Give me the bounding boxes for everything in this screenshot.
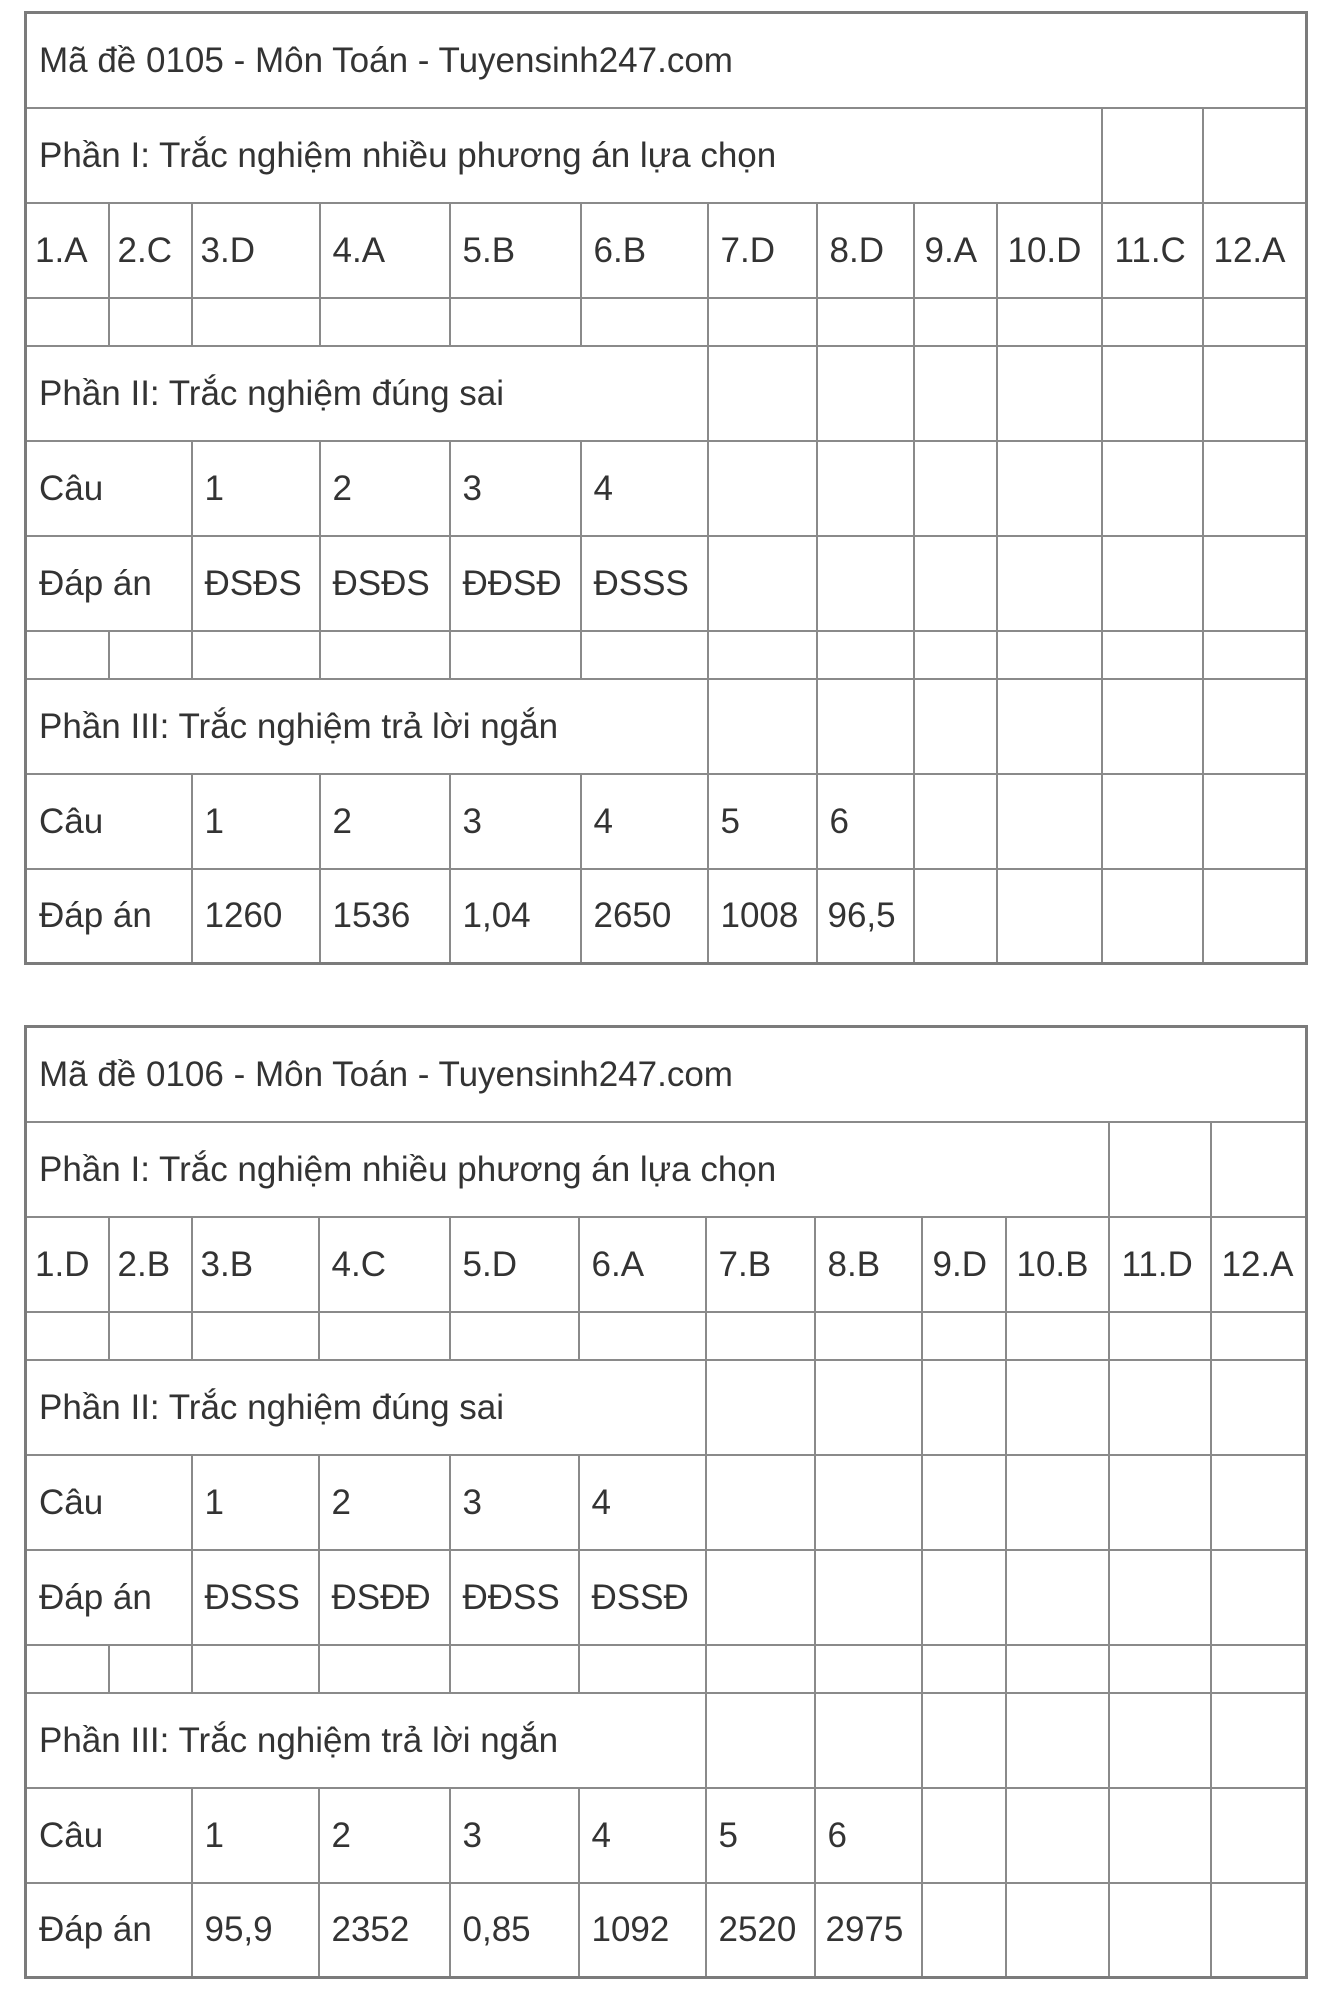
question-number: 2 [320,774,450,869]
part1-answer: 12.A [1211,1217,1307,1312]
part1-answer: 8.B [815,1217,922,1312]
question-label: Câu [26,774,192,869]
empty-cell [1211,1122,1307,1217]
question-number: 4 [579,1455,706,1550]
true-false-answer: ĐSSĐ [579,1550,706,1645]
question-number: 6 [817,774,914,869]
part1-answer: 7.D [708,203,817,298]
short-answer: 2352 [319,1883,450,1978]
part1-answer: 1.A [26,203,109,298]
part1-answer: 8.D [817,203,914,298]
short-answer: 2650 [581,869,708,964]
question-label: Câu [26,1788,192,1883]
part1-answer: 9.A [914,203,997,298]
part1-answer: 4.C [319,1217,450,1312]
answer-label: Đáp án [26,1883,192,1978]
part1-answer: 6.B [581,203,708,298]
true-false-answer: ĐĐSĐ [450,536,581,631]
true-false-answer: ĐSĐS [320,536,450,631]
part1-answer: 2.C [109,203,192,298]
question-number: 4 [581,441,708,536]
question-number: 5 [706,1788,815,1883]
part1-answer: 4.A [320,203,450,298]
table-title: Mã đề 0105 - Môn Toán - Tuyensinh247.com [26,13,1307,108]
true-false-answer: ĐSSS [192,1550,319,1645]
part1-answer: 5.D [450,1217,579,1312]
short-answer: 95,9 [192,1883,319,1978]
question-number: 4 [581,774,708,869]
answer-label: Đáp án [26,1550,192,1645]
question-number: 3 [450,774,581,869]
part1-answer: 5.B [450,203,581,298]
empty-cell [1203,108,1307,203]
question-number: 2 [319,1455,450,1550]
short-answer: 1092 [579,1883,706,1978]
true-false-answer: ĐĐSS [450,1550,579,1645]
question-number: 2 [320,441,450,536]
short-answer: 2975 [815,1883,922,1978]
short-answer: 1,04 [450,869,581,964]
short-answer: 1008 [708,869,817,964]
part3-heading: Phần III: Trắc nghiệm trả lời ngắn [26,679,708,774]
part1-answer: 2.B [109,1217,192,1312]
part1-answer: 11.D [1109,1217,1211,1312]
short-answer: 1536 [320,869,450,964]
part1-answer: 3.D [192,203,320,298]
answer-key-table-0106 [24,1025,1308,1979]
part1-answer: 10.B [1006,1217,1109,1312]
empty-cell [1102,108,1203,203]
short-answer: 2520 [706,1883,815,1978]
empty-cell [1109,1122,1211,1217]
part2-heading: Phần II: Trắc nghiệm đúng sai [26,346,708,441]
part1-answer: 7.B [706,1217,815,1312]
true-false-answer: ĐSĐS [192,536,320,631]
part1-answer: 10.D [997,203,1102,298]
part1-answer: 9.D [922,1217,1006,1312]
part3-heading: Phần III: Trắc nghiệm trả lời ngắn [26,1693,706,1788]
short-answer: 1260 [192,869,320,964]
part1-answer: 6.A [579,1217,706,1312]
part1-answer: 12.A [1203,203,1307,298]
question-number: 5 [708,774,817,869]
question-label: Câu [26,441,192,536]
table-title: Mã đề 0106 - Môn Toán - Tuyensinh247.com [26,1027,1307,1122]
part1-heading: Phần I: Trắc nghiệm nhiều phương án lựa chọn [26,108,1102,203]
short-answer: 96,5 [817,869,914,964]
question-number: 1 [192,441,320,536]
short-answer: 0,85 [450,1883,579,1978]
question-number: 3 [450,441,581,536]
question-number: 4 [579,1788,706,1883]
question-number: 3 [450,1788,579,1883]
part1-heading: Phần I: Trắc nghiệm nhiều phương án lựa chọn [26,1122,1109,1217]
part2-heading: Phần II: Trắc nghiệm đúng sai [26,1360,706,1455]
question-number: 2 [319,1788,450,1883]
question-number: 1 [192,1455,319,1550]
question-number: 1 [192,774,320,869]
part1-answer: 11.C [1102,203,1203,298]
part1-answer: 3.B [192,1217,319,1312]
true-false-answer: ĐSĐĐ [319,1550,450,1645]
question-number: 1 [192,1788,319,1883]
question-label: Câu [26,1455,192,1550]
question-number: 3 [450,1455,579,1550]
answer-key-table-0105 [24,11,1308,965]
answer-label: Đáp án [26,869,192,964]
question-number: 6 [815,1788,922,1883]
answer-label: Đáp án [26,536,192,631]
part1-answer: 1.D [26,1217,109,1312]
true-false-answer: ĐSSS [581,536,708,631]
